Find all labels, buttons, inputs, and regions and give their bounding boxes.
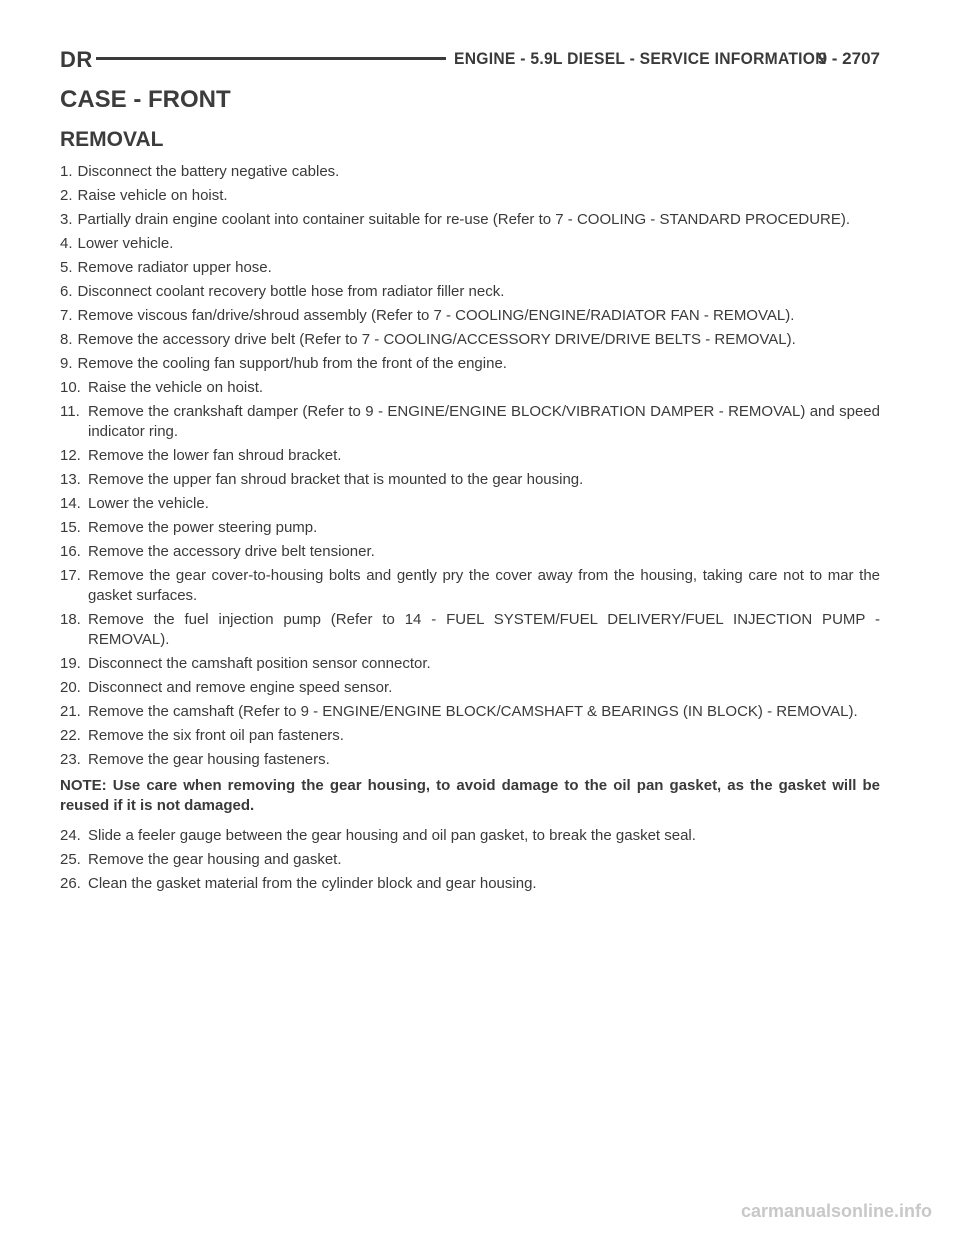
step-text: Remove the gear cover-to-housing bolts and gently pry the cover away from the housing, taking care not to mar the gasket surfaces. <box>88 567 880 604</box>
step-text: Remove radiator upper hose. <box>77 259 272 276</box>
watermark: carmanualsonline.info <box>740 1201 932 1221</box>
step-text: Remove viscous fan/drive/shroud assembly (Refer to 7 - COOLING/ENGINE/RADIATOR FAN - REMOVAL). <box>77 307 795 324</box>
step-text: Raise the vehicle on hoist. <box>88 379 264 396</box>
step-text: Remove the gear housing and gasket. <box>88 851 342 868</box>
step-number: 15. <box>60 519 81 536</box>
step-text: Remove the fuel injection pump (Refer to 14 - FUEL SYSTEM/FUEL DELIVERY/FUEL INJECTION PUMP - REMOVAL). <box>88 611 880 648</box>
step-text: Raise vehicle on hoist. <box>77 187 228 204</box>
step-text: Partially drain engine coolant into container suitable for re-use (Refer to 7 - COOLING - STANDARD PROCEDURE). <box>77 211 851 228</box>
step-item <box>60 282 880 302</box>
step-number: 25. <box>60 851 81 868</box>
step-item <box>60 826 880 846</box>
step-text: Remove the cooling fan support/hub from the front of the engine. <box>77 355 507 372</box>
header-title: ENGINE - 5.9L DIESEL - SERVICE INFORMATION <box>454 49 827 68</box>
step-text: Remove the power steering pump. <box>88 519 318 536</box>
step-item <box>60 494 880 514</box>
step-number: 14. <box>60 495 81 512</box>
step-text: Remove the gear housing fasteners. <box>88 751 330 768</box>
step-number: 21. <box>60 703 81 720</box>
step-item <box>60 378 880 398</box>
step-number: 1. <box>60 163 73 180</box>
step-item <box>60 258 880 278</box>
step-number: 13. <box>60 471 81 488</box>
section-title: REMOVAL <box>60 128 164 151</box>
step-number: 7. <box>60 307 73 324</box>
step-item <box>60 210 880 230</box>
step-text: Remove the crankshaft damper (Refer to 9 - ENGINE/ENGINE BLOCK/VIBRATION DAMPER - REMOVAL) and speed indicator ring. <box>88 403 880 440</box>
page-title: CASE - FRONT <box>60 86 231 113</box>
step-item <box>60 726 880 746</box>
step-number: 17. <box>60 567 81 584</box>
header-rule <box>96 57 446 60</box>
step-text: Disconnect the camshaft position sensor connector. <box>88 655 431 672</box>
step-text: Remove the lower fan shroud bracket. <box>88 447 342 464</box>
step-item <box>60 330 880 350</box>
step-item <box>60 750 880 770</box>
step-number: 4. <box>60 235 73 252</box>
step-number: 19. <box>60 655 81 672</box>
step-item <box>60 354 880 374</box>
step-number: 18. <box>60 611 81 628</box>
step-number: 2. <box>60 187 73 204</box>
step-text: Disconnect the battery negative cables. <box>77 163 340 180</box>
step-item <box>60 470 880 490</box>
step-item <box>60 186 880 206</box>
step-item <box>60 542 880 562</box>
step-text: Clean the gasket material from the cylinder block and gear housing. <box>88 875 537 892</box>
step-number: 6. <box>60 283 73 300</box>
step-item <box>60 518 880 538</box>
step-number: 16. <box>60 543 81 560</box>
step-item <box>60 850 880 870</box>
step-number: 10. <box>60 379 81 396</box>
note: NOTE: Use care when removing the gear housing, to avoid damage to the oil pan gasket, as the gasket will be reused if it is not damaged. <box>60 777 880 814</box>
step-text: Remove the accessory drive belt (Refer to 7 - COOLING/ACCESSORY DRIVE/DRIVE BELTS - REMOVAL). <box>77 331 796 348</box>
model-code: DR <box>60 47 93 72</box>
step-text: Remove the camshaft (Refer to 9 - ENGINE/ENGINE BLOCK/CAMSHAFT & BEARINGS (IN BLOCK) - REMOVAL). <box>88 703 858 720</box>
step-text: Lower the vehicle. <box>88 495 209 512</box>
step-item <box>60 702 880 722</box>
step-item <box>60 306 880 326</box>
step-number: 3. <box>60 211 73 228</box>
step-number: 24. <box>60 827 81 844</box>
step-number: 20. <box>60 679 81 696</box>
step-number: 9. <box>60 355 73 372</box>
step-text: Disconnect and remove engine speed sensor. <box>88 679 393 696</box>
step-item <box>60 874 880 894</box>
step-number: 12. <box>60 447 81 464</box>
step-number: 8. <box>60 331 73 348</box>
step-item <box>60 446 880 466</box>
document-body <box>60 86 880 898</box>
step-item <box>60 402 880 442</box>
step-item <box>60 678 880 698</box>
step-number: 23. <box>60 751 81 768</box>
step-number: 22. <box>60 727 81 744</box>
step-item <box>60 610 880 650</box>
step-text: Remove the accessory drive belt tensioner. <box>88 543 375 560</box>
step-text: Lower vehicle. <box>77 235 174 252</box>
removal-steps <box>60 162 880 770</box>
step-text: Remove the upper fan shroud bracket that is mounted to the gear housing. <box>88 471 584 488</box>
step-item <box>60 162 880 182</box>
step-item <box>60 566 880 606</box>
page-number: 9 - 2707 <box>817 49 880 68</box>
step-text: Remove the six front oil pan fasteners. <box>88 727 344 744</box>
step-item <box>60 654 880 674</box>
step-item <box>60 234 880 254</box>
step-number: 26. <box>60 875 81 892</box>
step-text: Slide a feeler gauge between the gear housing and oil pan gasket, to break the gasket seal. <box>88 827 696 844</box>
step-text: Disconnect coolant recovery bottle hose from radiator filler neck. <box>77 283 505 300</box>
page-header <box>60 47 880 71</box>
step-number: 5. <box>60 259 73 276</box>
step-number: 11. <box>60 403 80 420</box>
removal-steps-continued <box>60 826 880 894</box>
